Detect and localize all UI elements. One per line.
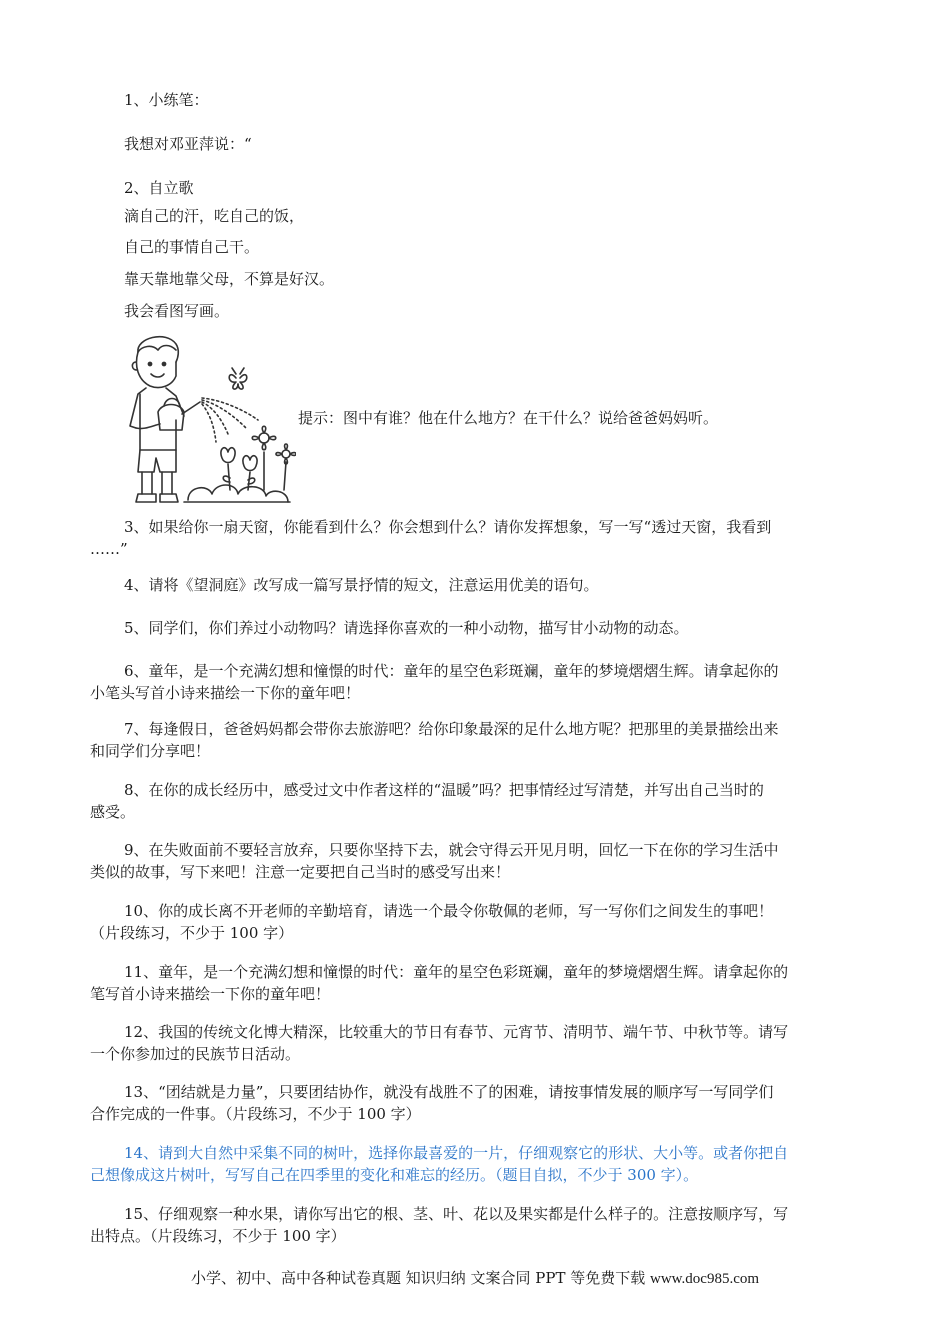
- question-14-line-1: 14、请到大自然中采集不同的树叶，选择你最喜爱的一片，仔细观察它的形状、大小等。或者你把自: [124, 1144, 789, 1162]
- question-13-line-1: 13、“团结就是力量”，只要团结协作，就没有战胜不了的困难，请按事情发展的顺序写一写同学们: [124, 1083, 774, 1101]
- question-12: [90, 1021, 860, 1065]
- question-5-line-1: 5、同学们，你们养过小动物吗？请选择你喜欢的一种小动物，描写甘小动物的动态。: [124, 619, 689, 637]
- question-9-line-2: 类似的故事，写下来吧！注意一定要把自己当时的感受写出来！: [90, 863, 511, 881]
- poem-line-2: 自己的事情自己干。: [124, 238, 260, 256]
- question-8: [90, 779, 860, 823]
- question-6: [90, 660, 860, 704]
- question-15-line-2: 出特点。（片段练习，不少于 100 字）: [90, 1227, 346, 1245]
- question-9: [90, 839, 860, 883]
- question-6-line-2: 小笔头写首小诗来描绘一下你的童年吧！: [90, 684, 361, 702]
- question-8-line-2: 感受。: [90, 803, 136, 821]
- question-3-line-1: 3、如果给你一扇天窗，你能看到什么？你会想到什么？请你发挥想象，写一写“透过天窗，我看到: [124, 518, 772, 536]
- question-9-line-1: 9、在失败面前不要轻言放弃，只要你坚持下去，就会守得云开见月明，回忆一下在你的学习生活中: [124, 841, 779, 859]
- question-5: [90, 617, 860, 639]
- question-13-line-2: 合作完成的一件事。（片段练习，不少于 100 字）: [90, 1105, 421, 1123]
- question-11: [90, 961, 860, 1005]
- question-7: [90, 718, 860, 762]
- question-15: [90, 1203, 860, 1247]
- q2-title: 2、自立歌: [124, 179, 194, 197]
- boy-watering-flowers-icon: [118, 330, 296, 508]
- question-7-line-2: 和同学们分享吧！: [90, 742, 211, 760]
- question-6-line-1: 6、童年，是一个充满幻想和憧憬的时代：童年的星空色彩斑斓，童年的梦境熠熠生辉。请拿起你的: [124, 662, 779, 680]
- footer-site-link[interactable]: www.doc985.com: [650, 1271, 760, 1287]
- footer-text: 小学、初中、高中各种试卷真题 知识归纳 文案合同 PPT 等免费下载: [190, 1269, 646, 1287]
- question-8-line-1: 8、在你的成长经历中，感受过文中作者这样的“温暖”吗？把事情经过写清楚，并写出自己当时的: [124, 781, 764, 799]
- question-3: [90, 516, 860, 560]
- poem-line-3: 靠天靠地靠父母，不算是好汉。: [124, 270, 335, 288]
- q1-prompt: 我想对邓亚萍说：“: [124, 135, 252, 153]
- page-footer: [0, 1267, 950, 1290]
- poem-line-1: 滴自己的汗，吃自己的饭，: [124, 207, 305, 225]
- question-14: [90, 1142, 860, 1186]
- question-11-line-1: 11、童年，是一个充满幻想和憧憬的时代：童年的星空色彩斑斓，童年的梦境熠熠生辉。请拿起你的: [124, 963, 789, 981]
- q2-hint: 提示：图中有谁？他在什么地方？在干什么？说给爸爸妈妈听。: [298, 409, 719, 427]
- question-4: [90, 574, 860, 596]
- q2-subtitle: 我会看图写画。: [124, 302, 230, 320]
- question-7-line-1: 7、每逢假日，爸爸妈妈都会带你去旅游吧？给你印象最深的足什么地方呢？把那里的美景描绘出来: [124, 720, 779, 738]
- q1-title: 1、小练笔：: [124, 91, 209, 109]
- question-12-line-2: 一个你参加过的民族节日活动。: [90, 1045, 301, 1063]
- question-14-line-2: 己想像成这片树叶，写写自己在四季里的变化和难忘的经历。（题目自拟，不少于 300 字）。: [90, 1166, 699, 1184]
- question-12-line-1: 12、我国的传统文化博大精深，比较重大的节日有春节、元宵节、清明节、端午节、中秋节等。请写: [124, 1023, 789, 1041]
- question-3-line-2: ……”: [90, 540, 128, 558]
- question-10-line-1: 10、你的成长离不开老师的辛勤培育，请选一个最令你敬佩的老师，写一写你们之间发生的事吧！: [124, 902, 774, 920]
- question-10-line-2: （片段练习，不少于 100 字）: [90, 924, 294, 942]
- question-15-line-1: 15、仔细观察一种水果，请你写出它的根、茎、叶、花以及果实都是什么样子的。注意按顺序写，写: [124, 1205, 789, 1223]
- question-4-line-1: 4、请将《望洞庭》改写成一篇写景抒情的短文，注意运用优美的语句。: [124, 576, 599, 594]
- question-11-line-2: 笔写首小诗来描绘一下你的童年吧！: [90, 985, 331, 1003]
- question-13: [90, 1081, 860, 1125]
- question-10: [90, 900, 860, 944]
